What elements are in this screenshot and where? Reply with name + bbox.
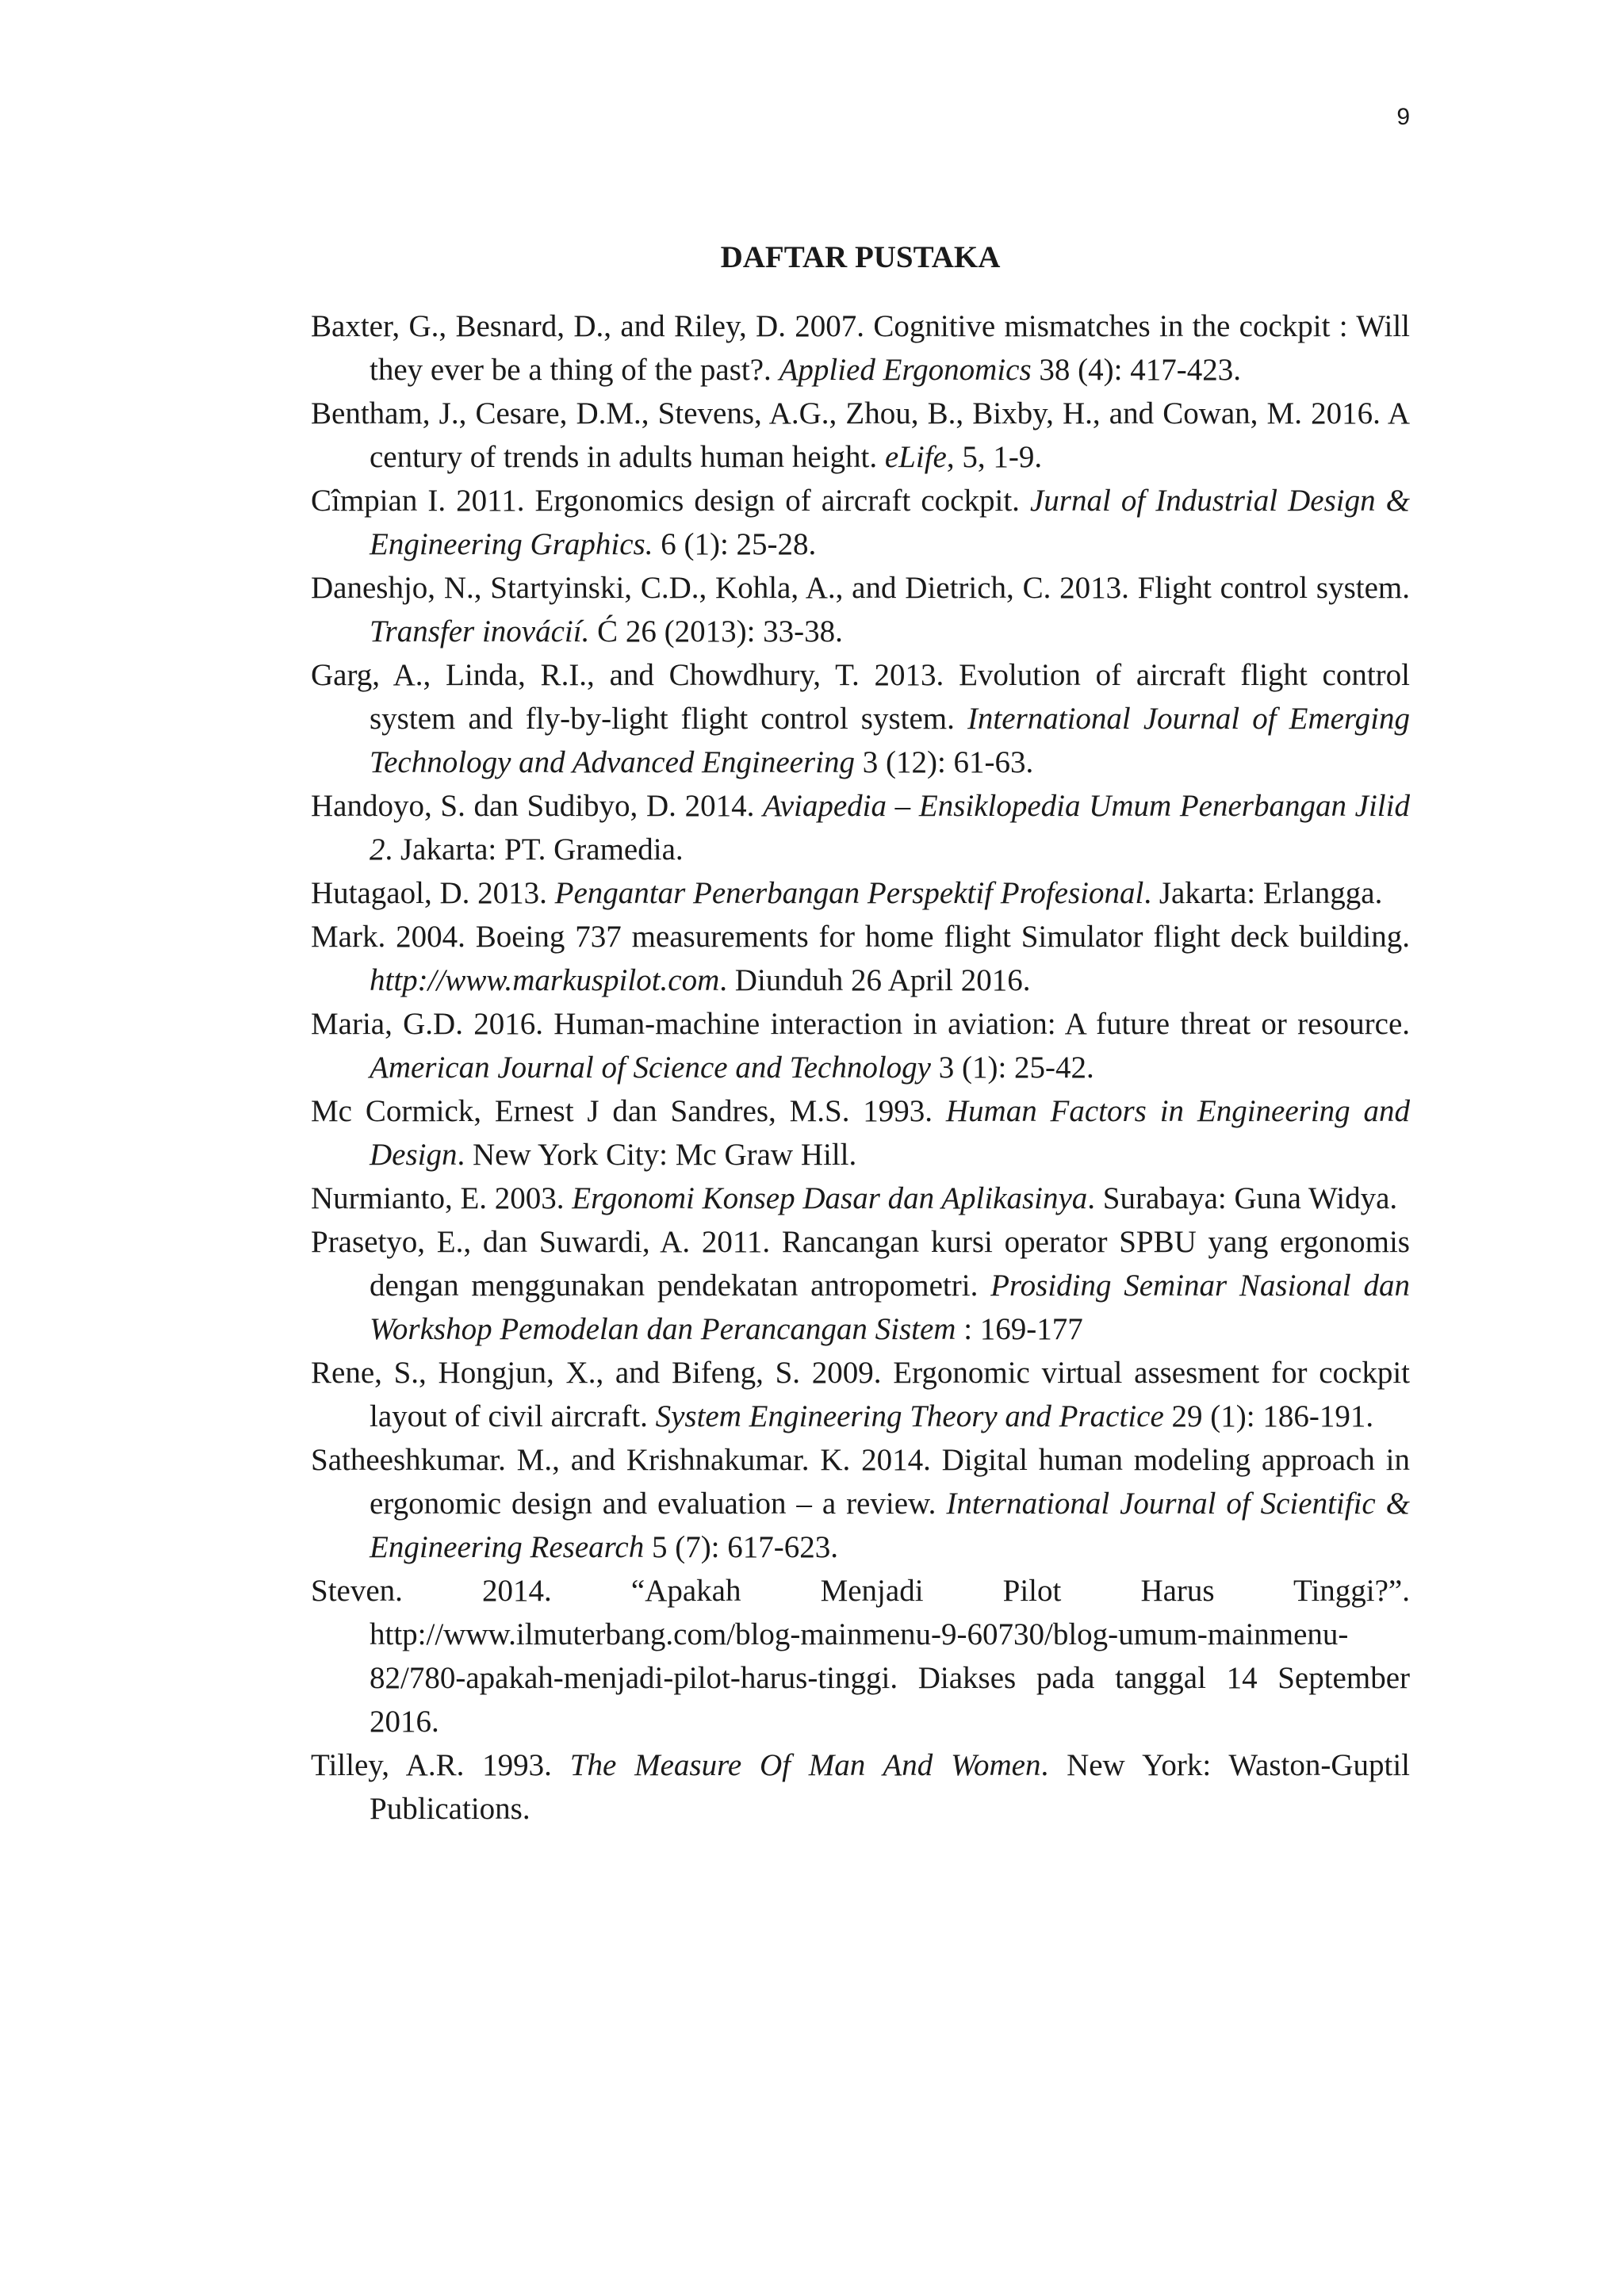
reference-title-italic: eLife: [884, 440, 947, 474]
reference-text: Rene, S., Hongjun, X., and Bifeng, S. 2009. Ergonomic virtual assesment for cockpit layout of civil aircraft.: [311, 1356, 1410, 1433]
reference-title-italic: Human Factors in Engineering and Design: [370, 1094, 1410, 1172]
reference-text: Daneshjo, N., Startyinski, C.D., Kohla, A., and Dietrich, C. 2013. Flight control system.: [311, 571, 1410, 605]
reference-text: Steven. 2014. “Apakah Menjadi Pilot Harus Tinggi?”. http://www.ilmuterbang.com/blog-mainmenu-9-60730/blog-umum-mainmenu-82/780-apakah-menjadi-pilot-harus-tinggi. Diakses pada tanggal 14 September 2016.: [311, 1574, 1410, 1739]
reference-entry: [311, 1002, 1410, 1089]
reference-text: . New York City: Mc Graw Hill.: [457, 1138, 857, 1172]
reference-title-italic: Pengantar Penerbangan Perspektif Profesional: [554, 876, 1144, 910]
reference-entry: [311, 1743, 1410, 1831]
reference-text: 29 (1): 186-191.: [1163, 1399, 1374, 1433]
reference-title-italic: Applied Ergonomics: [779, 353, 1032, 387]
reference-title-italic: Jurnal of Industrial Design & Engineering Graphics.: [370, 484, 1410, 561]
reference-text: 3 (12): 61-63.: [854, 745, 1034, 779]
reference-entry: [311, 915, 1410, 1002]
reference-text: Prasetyo, E., dan Suwardi, A. 2011. Rancangan kursi operator SPBU yang ergonomis dengan menggunakan pendekatan antropometri.: [311, 1225, 1410, 1303]
reference-text: Tilley, A.R. 1993.: [311, 1748, 570, 1782]
reference-title-italic: American Journal of Science and Technology: [370, 1050, 931, 1085]
reference-entry: [311, 871, 1410, 915]
reference-text: . Jakarta: Erlangga.: [1143, 876, 1383, 910]
reference-entry: [311, 1569, 1410, 1743]
reference-title-italic: http://www.markuspilot.com: [370, 963, 720, 997]
reference-text: , 5, 1-9.: [946, 440, 1043, 474]
reference-title-italic: Prosiding Seminar Nasional dan Workshop Pemodelan dan Perancangan Sistem: [370, 1269, 1410, 1346]
reference-text: Mark. 2004. Boeing 737 measurements for home flight Simulator flight deck building.: [311, 920, 1410, 954]
reference-text: 3 (1): 25-42.: [930, 1050, 1094, 1085]
reference-text: Ć 26 (2013): 33-38.: [589, 614, 843, 649]
reference-entry: [311, 1177, 1410, 1220]
reference-entry: [311, 1089, 1410, 1177]
reference-text: Nurmianto, E. 2003.: [311, 1181, 573, 1215]
reference-title-italic: System Engineering Theory and Practice: [655, 1399, 1164, 1433]
reference-text: Baxter, G., Besnard, D., and Riley, D. 2007. Cognitive mismatches in the cockpit : Will they ever be a thing of the past?.: [311, 309, 1410, 387]
reference-text: . Diunduh 26 April 2016.: [719, 963, 1031, 997]
reference-text: Bentham, J., Cesare, D.M., Stevens, A.G., Zhou, B., Bixby, H., and Cowan, M. 2016. A century of trends in adults human height.: [311, 396, 1410, 474]
reference-text: Mc Cormick, Ernest J dan Sandres, M.S. 1993.: [311, 1094, 946, 1128]
reference-text: Satheeshkumar. M., and Krishnakumar. K. 2014. Digital human modeling approach in ergonomic design and evaluation – a review.: [311, 1443, 1410, 1521]
reference-title-italic: International Journal of Scientific & Engineering Research: [370, 1487, 1411, 1564]
page-number: 9: [1396, 104, 1410, 130]
reference-entry: [311, 1351, 1410, 1438]
reference-entry: [311, 1438, 1410, 1569]
reference-entry: [311, 479, 1410, 566]
reference-text: . Jakarta: PT. Gramedia.: [385, 832, 684, 867]
page-title: DAFTAR PUSTAKA: [720, 240, 1001, 274]
reference-title-italic: International Journal of Emerging Technology and Advanced Engineering: [370, 702, 1410, 779]
reference-entry: [311, 784, 1410, 871]
reference-text: 5 (7): 617-623.: [644, 1530, 839, 1564]
reference-title-italic: Transfer inovácií.: [370, 614, 590, 649]
reference-title-italic: Ergonomi Konsep Dasar dan Aplikasinya: [572, 1181, 1088, 1215]
reference-text: Hutagaol, D. 2013.: [311, 876, 555, 910]
reference-text: Maria, G.D. 2016. Human-machine interaction in aviation: A future threat or resource.: [311, 1007, 1410, 1041]
reference-title-italic: Aviapedia – Ensiklopedia Umum Penerbangan Jilid 2: [370, 789, 1410, 867]
reference-entry: [311, 566, 1410, 653]
reference-text: . New York: Waston-Guptil Publications.: [370, 1748, 1410, 1826]
reference-entry: [311, 1220, 1410, 1351]
reference-list: [311, 304, 1410, 1831]
reference-entry: [311, 392, 1410, 479]
reference-text: : 169-177: [956, 1312, 1083, 1346]
reference-text: 6 (1): 25-28.: [653, 527, 817, 561]
reference-text: . Surabaya: Guna Widya.: [1087, 1181, 1398, 1215]
reference-text: Garg, A., Linda, R.I., and Chowdhury, T. 2013. Evolution of aircraft flight control system and fly-by-light flight control system.: [311, 658, 1410, 736]
reference-text: Cîmpian I. 2011. Ergonomics design of aircraft cockpit.: [311, 484, 1030, 518]
reference-title-italic: The Measure Of Man And Women: [569, 1748, 1041, 1782]
reference-text: Handoyo, S. dan Sudibyo, D. 2014.: [311, 789, 764, 823]
reference-text: 38 (4): 417-423.: [1031, 353, 1241, 387]
reference-entry: [311, 304, 1410, 392]
reference-entry: [311, 653, 1410, 784]
